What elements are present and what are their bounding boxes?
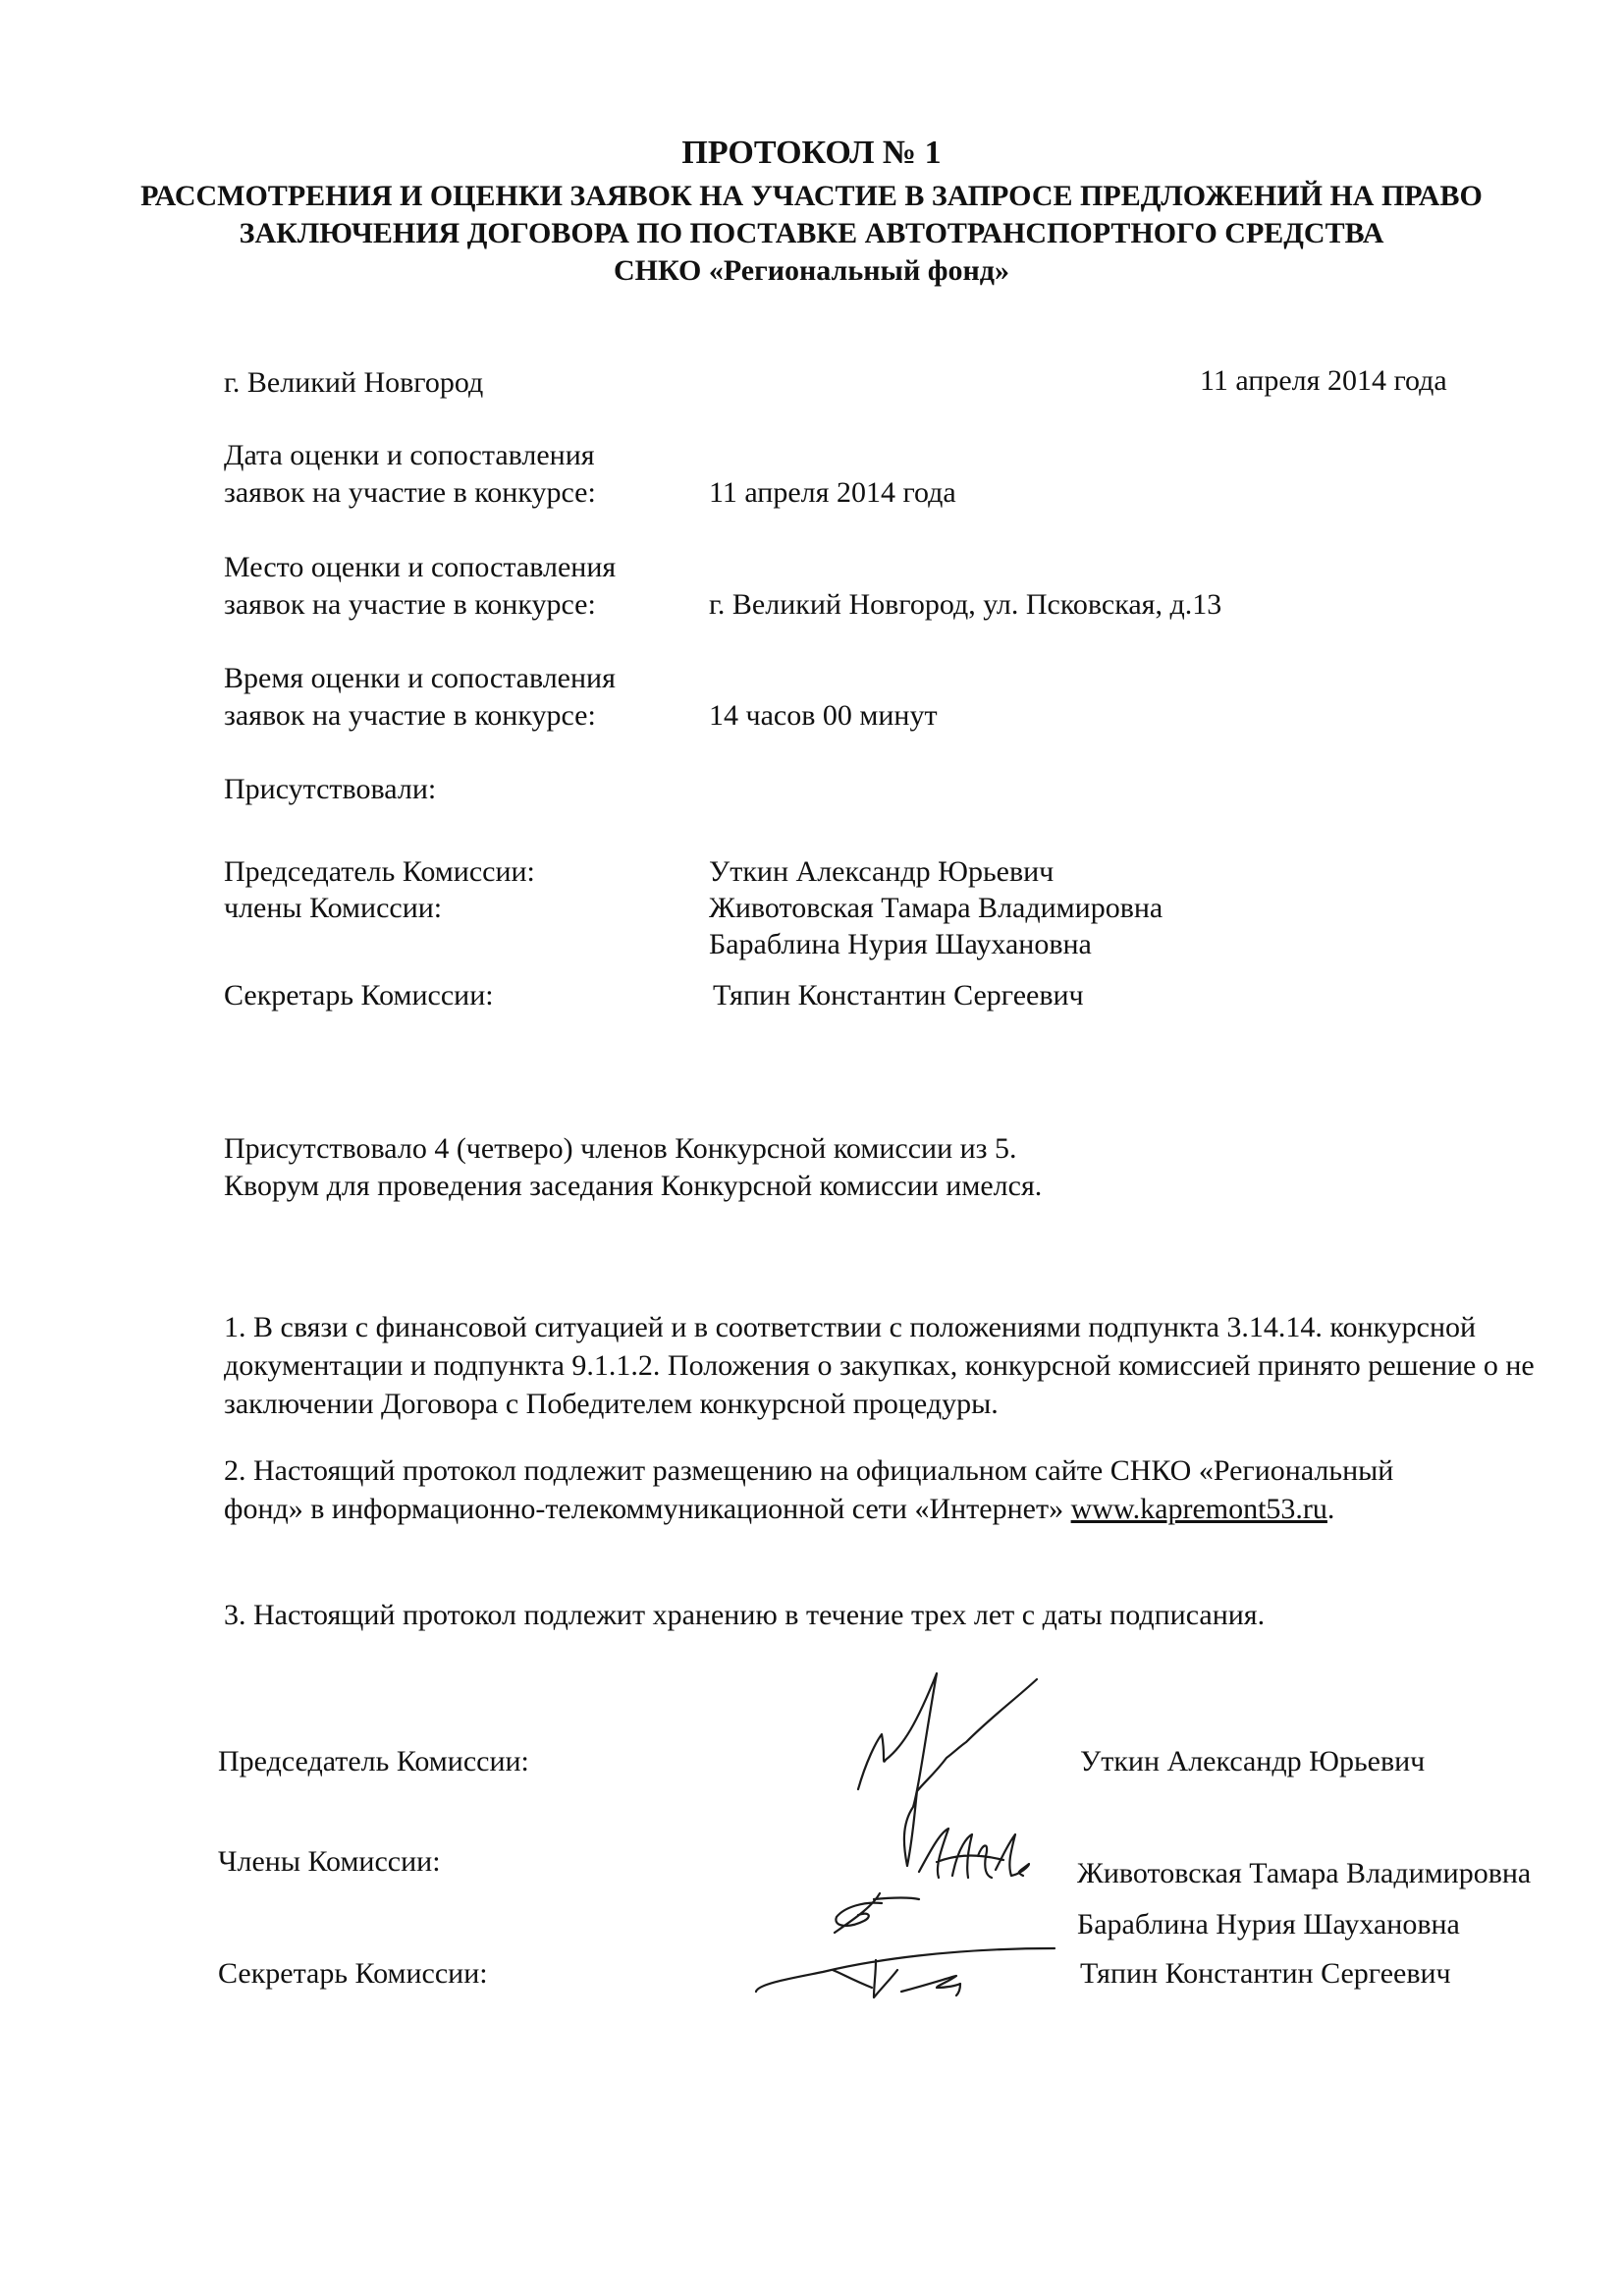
- protocol-subtitle-line1: РАССМОТРЕНИЯ И ОЦЕНКИ ЗАЯВОК НА УЧАСТИЕ В ЗАПРОСЕ ПРЕДЛОЖЕНИЙ НА ПРАВО: [140, 180, 1483, 212]
- detail-value: 14 часов 00 минут: [709, 699, 938, 732]
- decision-2-line1: 2. Настоящий протокол подлежит размещению на официальном сайте СНКО «Региональный: [224, 1454, 1394, 1487]
- sign-secretary-label: Секретарь Комиссии:: [218, 1957, 488, 1990]
- quorum-line2: Кворум для проведения заседания Конкурсной комиссии имелся.: [224, 1170, 1043, 1202]
- sign-chairman-name: Уткин Александр Юрьевич: [1080, 1745, 1426, 1777]
- detail-label: заявок на участие в конкурсе:: [224, 588, 596, 621]
- chairman-name: Уткин Александр Юрьевич: [709, 855, 1055, 888]
- secretary-label: Секретарь Комиссии:: [224, 979, 494, 1011]
- quorum-line1: Присутствовало 4 (четверо) членов Конкурсной комиссии из 5.: [224, 1132, 1017, 1165]
- document-date: 11 апреля 2014 года: [1200, 364, 1447, 397]
- decision-2-text: фонд» в информационно-телекоммуникационной сети «Интернет»: [224, 1493, 1071, 1525]
- protocol-title: ПРОТОКОЛ № 1: [681, 135, 942, 171]
- decision-1-line2: документации и подпункта 9.1.1.2. Положения о закупках, конкурсной комиссией принято решение о не: [224, 1349, 1535, 1382]
- member1-signature-icon: [913, 1827, 1051, 1895]
- member2-signature-icon: [825, 1887, 933, 1937]
- sign-member1-name: Животовская Тамара Владимировна: [1077, 1857, 1532, 1889]
- sign-chairman-label: Председатель Комиссии:: [218, 1745, 529, 1777]
- chairman-label: Председатель Комиссии:: [224, 855, 535, 888]
- detail-value: г. Великий Новгород, ул. Псковская, д.13: [709, 588, 1222, 621]
- attendance-heading: Присутствовали:: [224, 773, 437, 805]
- sign-member2-name: Бараблина Нурия Шаухановна: [1077, 1908, 1460, 1941]
- decision-2-period: .: [1326, 1493, 1335, 1525]
- secretary-signature-icon: [754, 1935, 1088, 2003]
- city: г. Великий Новгород: [224, 366, 484, 399]
- detail-value: 11 апреля 2014 года: [709, 476, 956, 509]
- detail-label: Время оценки и сопоставления: [224, 662, 616, 694]
- sign-secretary-name: Тяпин Константин Сергеевич: [1080, 1957, 1451, 1990]
- website-link[interactable]: www.kapremont53.ru: [1070, 1493, 1327, 1525]
- detail-label: Дата оценки и сопоставления: [224, 439, 595, 471]
- detail-label: Место оценки и сопоставления: [224, 551, 617, 583]
- members-label: члены Комиссии:: [224, 892, 443, 924]
- decision-1-line3: заключении Договора с Победителем конкурсной процедуры.: [224, 1388, 999, 1420]
- decision-3: 3. Настоящий протокол подлежит хранению в течение трех лет с даты подписания.: [224, 1599, 1266, 1631]
- sign-members-label: Члены Комиссии:: [218, 1845, 441, 1878]
- secretary-name: Тяпин Константин Сергеевич: [713, 979, 1084, 1011]
- decision-1-line1: 1. В связи с финансовой ситуацией и в соответствии с положениями подпункта 3.14.14. конкурсной: [224, 1311, 1477, 1343]
- decision-2-line2: [224, 1492, 1334, 1527]
- member-name: Животовская Тамара Владимировна: [709, 892, 1163, 924]
- protocol-subtitle-line2: ЗАКЛЮЧЕНИЯ ДОГОВОРА ПО ПОСТАВКЕ АВТОТРАНСПОРТНОГО СРЕДСТВА: [239, 217, 1384, 249]
- member-name: Бараблина Нурия Шаухановна: [709, 928, 1092, 960]
- organization-name: СНКО «Региональный фонд»: [614, 254, 1009, 287]
- detail-label: заявок на участие в конкурсе:: [224, 699, 596, 732]
- detail-label: заявок на участие в конкурсе:: [224, 476, 596, 509]
